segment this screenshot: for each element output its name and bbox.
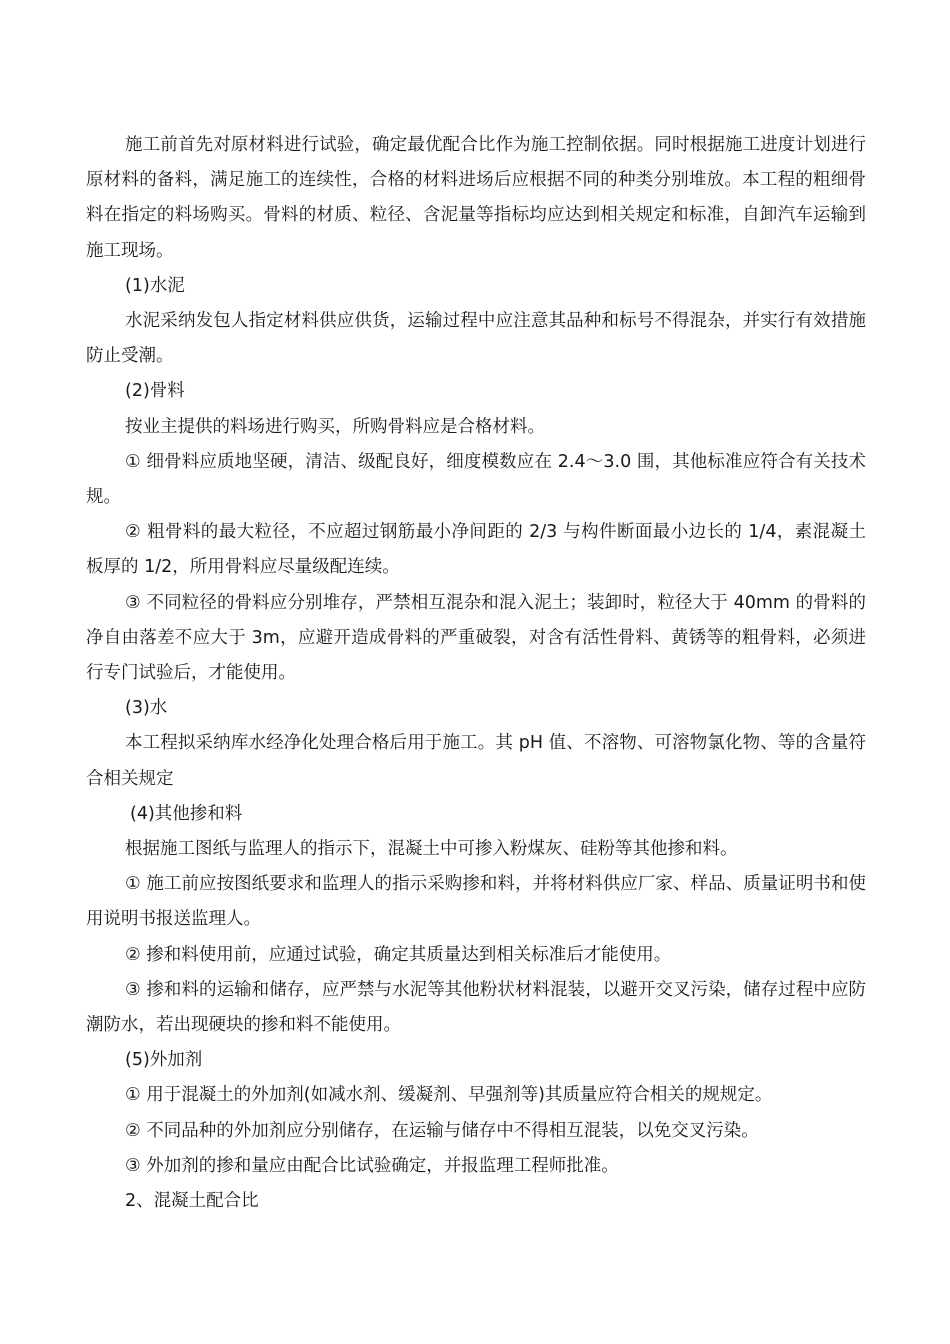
cement-paragraph: 水泥采纳发包人指定材料供应供货，运输过程中应注意其品种和标号不得混杂，并实行有效措施防止受潮。	[86, 311, 866, 367]
aggregate-item-1: ① 细骨料应质地坚硬，清洁、级配良好，细度模数应在 2.4～3.0 围，其他标准应符合有关技术规。	[86, 451, 866, 508]
admixture-paragraph: 根据施工图纸与监理人的指示下，混凝土中可掺入粉煤灰、硅粉等其他掺和料。	[125, 839, 738, 860]
document-body	[86, 128, 866, 1219]
additive-item-3: ③ 外加剂的掺和量应由配合比试验确定，并报监理工程师批准。	[125, 1155, 619, 1176]
additive-item-1: ① 用于混凝土的外加剂(如减水剂、缓凝剂、早强剂等)其质量应符合相关的规规定。	[125, 1085, 773, 1106]
admixture-item-3: ③ 掺和料的运输和储存，应严禁与水泥等其他粉状材料混装，以避开交叉污染，储存过程中应防潮防水，若出现硬块的掺和料不能使用。	[86, 979, 866, 1036]
admixture-item-2: ② 掺和料使用前，应通过试验，确定其质量达到相关标准后才能使用。	[125, 944, 672, 965]
section-heading-mix-ratio: 2、混凝土配合比	[125, 1191, 259, 1212]
water-paragraph: 本工程拟采纳库水经净化处理合格后用于施工。其 pH 值、不溶物、可溶物氯化物、等的含量符合相关规定	[86, 733, 866, 789]
section-heading-aggregate: (2)骨料	[125, 381, 185, 402]
aggregate-item-2: ② 粗骨料的最大粒径，不应超过钢筋最小净间距的 2/3 与构件断面最小边长的 1/4，素混凝土板厚的 1/2，所用骨料应尽量级配连续。	[86, 522, 866, 578]
aggregate-paragraph: 按业主提供的料场进行购买，所购骨料应是合格材料。	[125, 416, 545, 437]
section-heading-additive: (5)外加剂	[125, 1050, 203, 1071]
intro-paragraph: 施工前首先对原材料进行试验，确定最优配合比作为施工控制依据。同时根据施工进度计划进行原材料的备料，满足施工的连续性，合格的材料进场后应根据不同的种类分别堆放。本工程的粗细骨料在指定的料场购买。骨料的材质、粒径、含泥量等指标均应达到相关规定和标准，自卸汽车运输到施工现场。	[86, 135, 866, 261]
section-heading-admixture: (4)其他掺和料	[130, 803, 243, 824]
additive-item-2: ② 不同品种的外加剂应分别储存，在运输与储存中不得相互混装，以免交叉污染。	[125, 1120, 759, 1141]
section-heading-cement: (1)水泥	[125, 275, 185, 296]
admixture-item-1: ① 施工前应按图纸要求和监理人的指示采购掺和料，并将材料供应厂家、样品、质量证明书和使用说明书报送监理人。	[86, 874, 866, 930]
aggregate-item-3: ③ 不同粒径的骨料应分别堆存，严禁相互混杂和混入泥土；装卸时，粒径大于 40mm 的骨料的净自由落差不应大于 3m，应避开造成骨料的严重破裂，对含有活性骨料、黄锈等的粗骨料，必须进行专门试验后，才能使用。	[86, 592, 866, 684]
section-heading-water: (3)水	[125, 698, 168, 719]
